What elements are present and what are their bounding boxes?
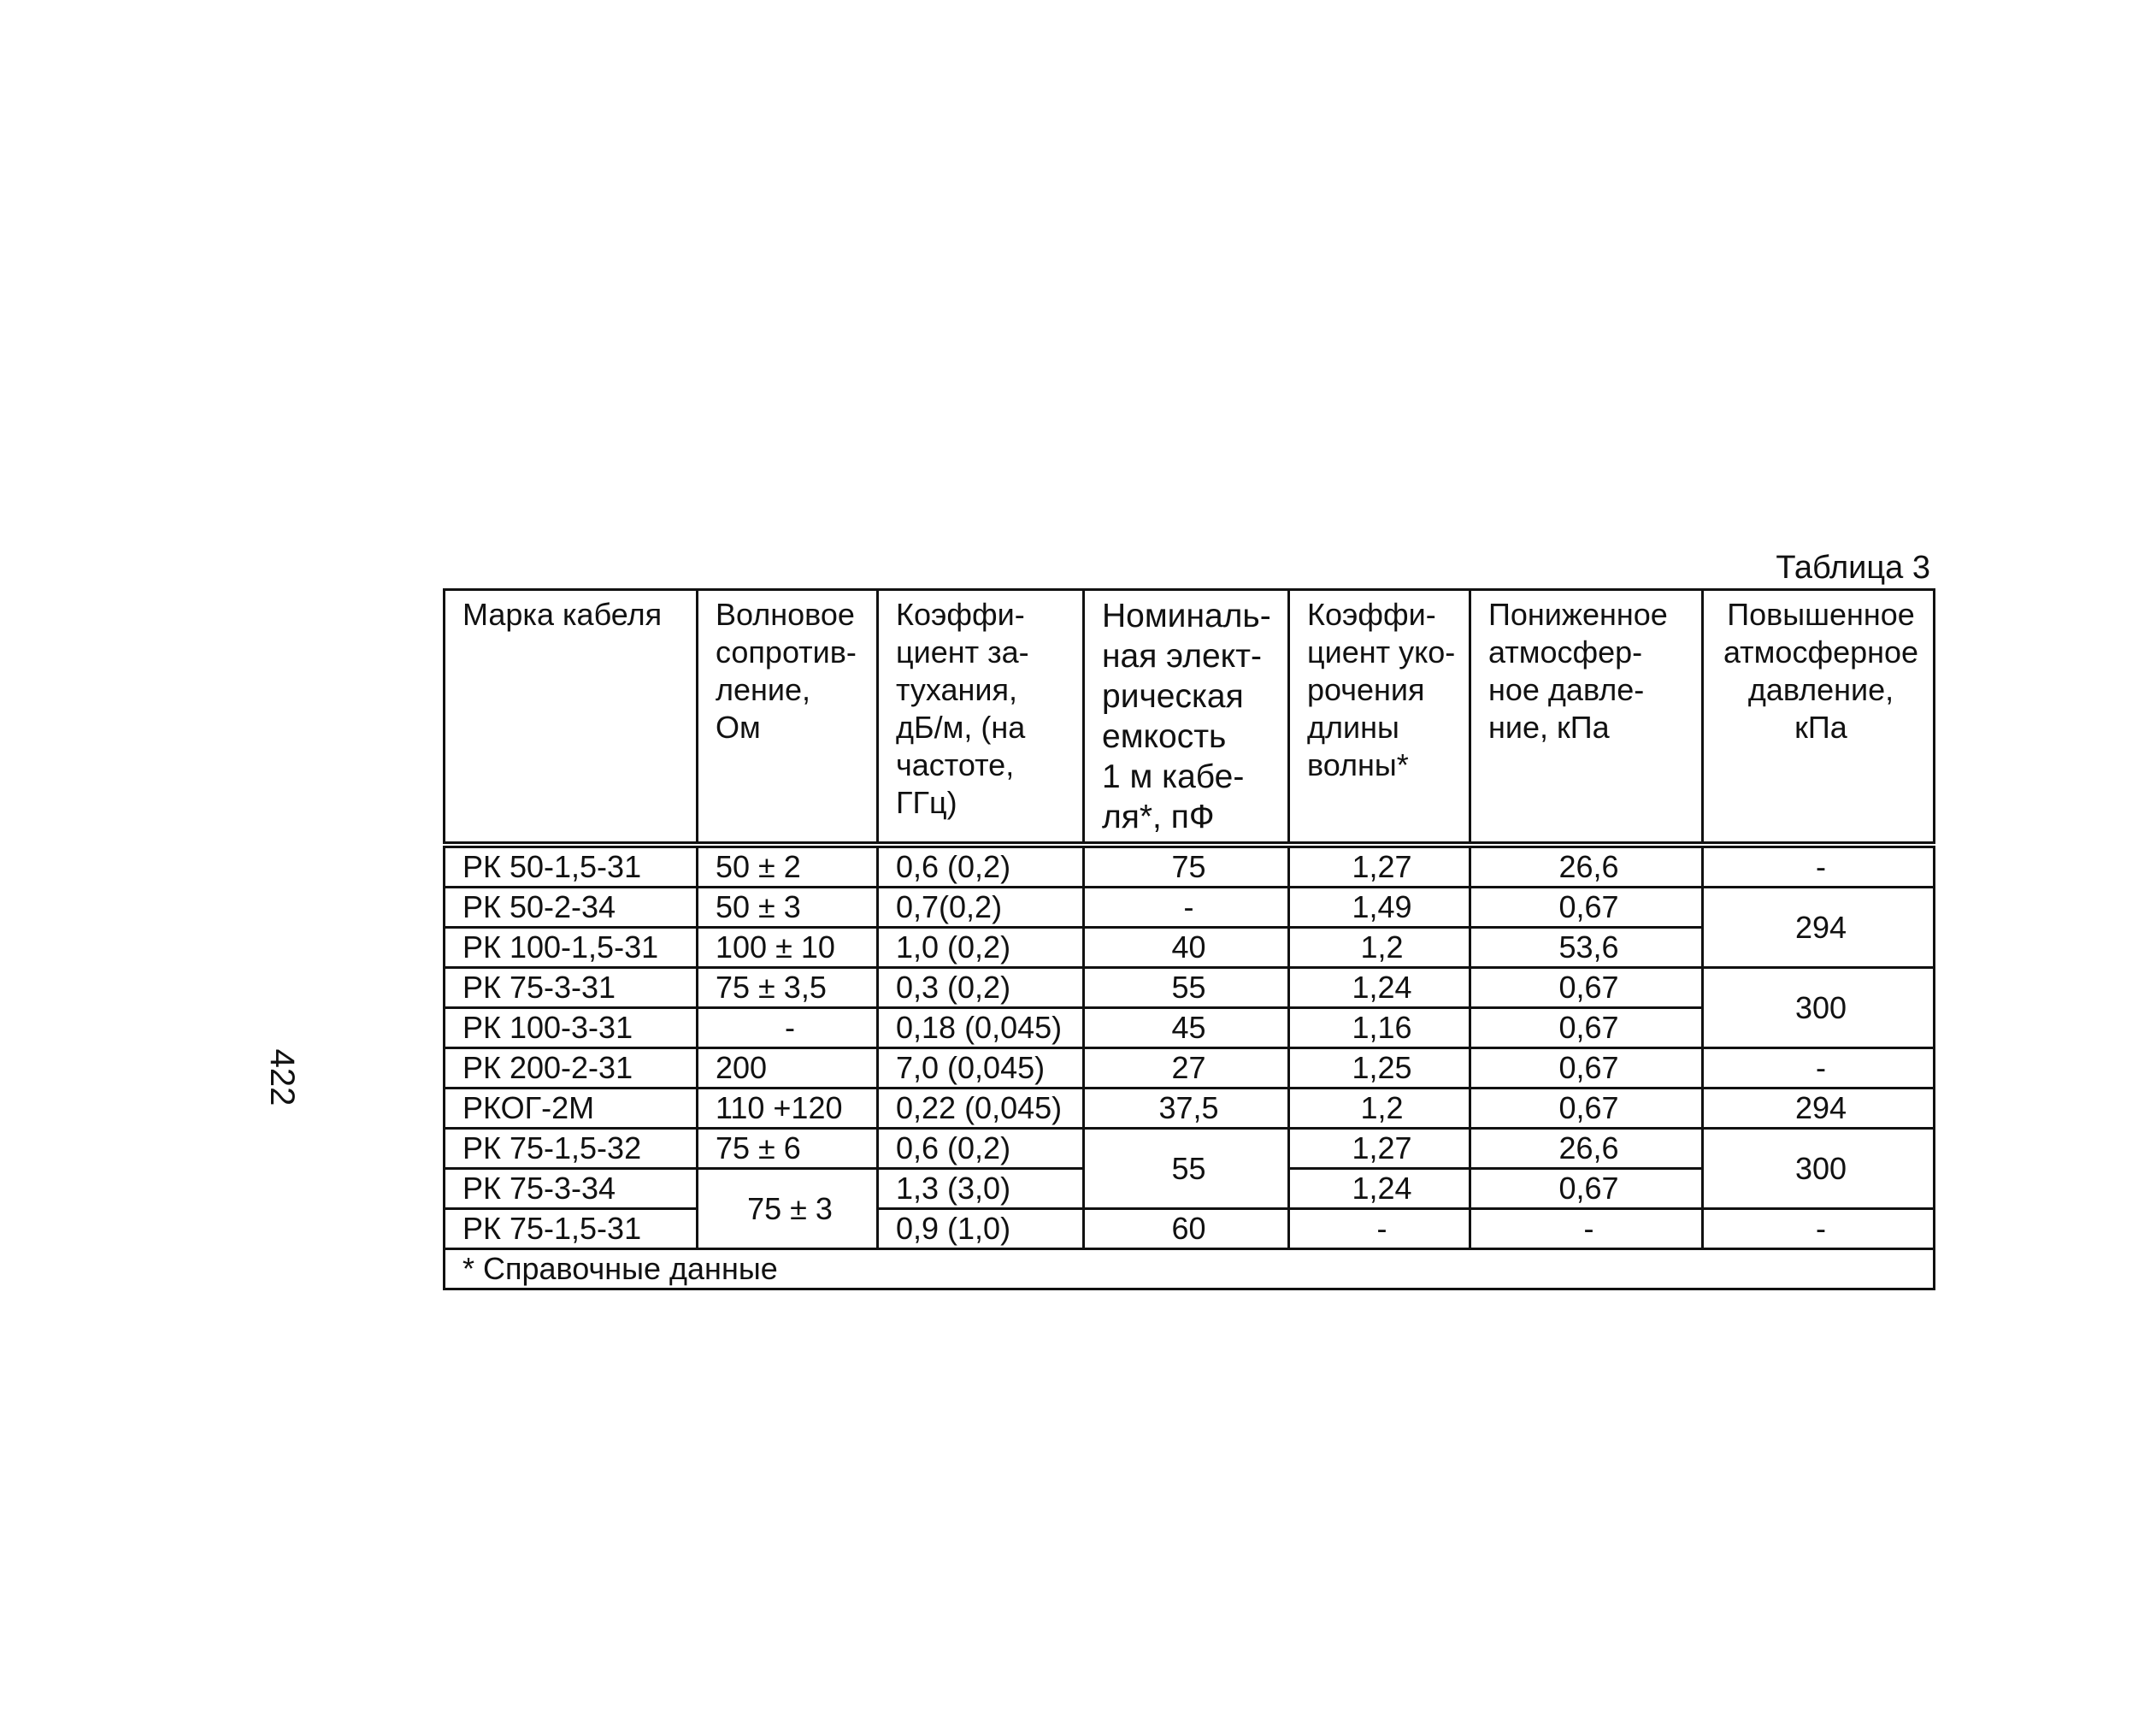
cell-shortening: 1,24 [1289,968,1470,1008]
cell-attenuation: 0,6 (0,2) [878,845,1084,888]
cell-low-pressure: - [1470,1209,1703,1249]
cell-shortening: 1,24 [1289,1169,1470,1209]
header-low-pressure: Пониженное атмосфер- ное давле- ние, кПа [1470,590,1703,846]
table-row [445,1089,1935,1129]
header-high-pressure: Повышенное атмосферное давление, кПа [1703,590,1935,846]
table-caption: Таблица 3 [1776,550,1930,586]
header-impedance: Волновое сопротив- ление, Ом [698,590,878,846]
cell-high-pressure: 294 [1703,888,1935,968]
header-row [445,590,1935,846]
cell-capacitance: 40 [1084,928,1289,968]
cell-low-pressure: 0,67 [1470,1008,1703,1048]
table-row [445,888,1935,928]
cell-shortening: 1,16 [1289,1008,1470,1048]
table-row [445,1209,1935,1249]
footnote: * Справочные данные [445,1249,1935,1289]
cell-mark: РК 75-3-34 [445,1169,698,1209]
cell-shortening: - [1289,1209,1470,1249]
cell-impedance: 200 [698,1048,878,1089]
table-row [445,845,1935,888]
cell-shortening: 1,2 [1289,928,1470,968]
cell-mark: РК 100-3-31 [445,1008,698,1048]
cell-low-pressure: 0,67 [1470,1169,1703,1209]
cell-capacitance: 55 [1084,1129,1289,1209]
cell-shortening: 1,2 [1289,1089,1470,1129]
cell-high-pressure: 300 [1703,1129,1935,1209]
cell-low-pressure: 0,67 [1470,888,1703,928]
cell-capacitance: 37,5 [1084,1089,1289,1129]
cell-high-pressure: - [1703,845,1935,888]
cell-mark: РКОГ-2М [445,1089,698,1129]
cell-mark: РК 50-2-34 [445,888,698,928]
cell-capacitance: 55 [1084,968,1289,1008]
cell-impedance: - [698,1008,878,1048]
header-attenuation: Коэффи- циент за- тухания, дБ/м, (на частоте, ГГц) [878,590,1084,846]
cell-low-pressure: 0,67 [1470,1048,1703,1089]
cell-high-pressure: - [1703,1209,1935,1249]
cell-mark: РК 50-1,5-31 [445,845,698,888]
cell-mark: РК 75-1,5-31 [445,1209,698,1249]
cell-capacitance: - [1084,888,1289,928]
cell-high-pressure: - [1703,1048,1935,1089]
cell-capacitance: 75 [1084,845,1289,888]
cell-impedance: 110 +120 [698,1089,878,1129]
cell-high-pressure: 294 [1703,1089,1935,1129]
cell-attenuation: 0,9 (1,0) [878,1209,1084,1249]
cell-impedance: 50 ± 2 [698,845,878,888]
cell-mark: РК 100-1,5-31 [445,928,698,968]
header-capacitance: Номиналь- ная элект- рическая емкость 1 м кабе- ля*, пФ [1084,590,1289,846]
page-number: 422 [263,1048,301,1106]
table-row [445,968,1935,1008]
cell-low-pressure: 53,6 [1470,928,1703,968]
cell-high-pressure: 300 [1703,968,1935,1048]
cell-attenuation: 0,7(0,2) [878,888,1084,928]
cell-mark: РК 75-1,5-32 [445,1129,698,1169]
cell-shortening: 1,27 [1289,1129,1470,1169]
cable-spec-table [443,588,1935,1290]
cell-attenuation: 7,0 (0,045) [878,1048,1084,1089]
cell-mark: РК 75-3-31 [445,968,698,1008]
cell-shortening: 1,25 [1289,1048,1470,1089]
cell-mark: РК 200-2-31 [445,1048,698,1089]
table-row [445,1048,1935,1089]
cell-capacitance: 60 [1084,1209,1289,1249]
cell-capacitance: 27 [1084,1048,1289,1089]
cell-attenuation: 0,6 (0,2) [878,1129,1084,1169]
footnote-row [445,1249,1935,1289]
header-mark: Марка кабеля [445,590,698,846]
cell-low-pressure: 0,67 [1470,1089,1703,1129]
cell-impedance: 100 ± 10 [698,928,878,968]
cell-shortening: 1,49 [1289,888,1470,928]
cell-low-pressure: 0,67 [1470,968,1703,1008]
cell-attenuation: 0,3 (0,2) [878,968,1084,1008]
cell-low-pressure: 26,6 [1470,845,1703,888]
cell-impedance: 75 ± 3 [698,1169,878,1249]
cell-impedance: 75 ± 6 [698,1129,878,1169]
cell-capacitance: 45 [1084,1008,1289,1048]
table-container [443,588,1935,1290]
header-shortening: Коэффи- циент уко- рочения длины волны* [1289,590,1470,846]
cell-impedance: 50 ± 3 [698,888,878,928]
cell-attenuation: 0,22 (0,045) [878,1089,1084,1129]
cell-attenuation: 0,18 (0,045) [878,1008,1084,1048]
cell-impedance: 75 ± 3,5 [698,968,878,1008]
table-row [445,1129,1935,1169]
cell-attenuation: 1,3 (3,0) [878,1169,1084,1209]
cell-low-pressure: 26,6 [1470,1129,1703,1169]
cell-shortening: 1,27 [1289,845,1470,888]
cell-attenuation: 1,0 (0,2) [878,928,1084,968]
